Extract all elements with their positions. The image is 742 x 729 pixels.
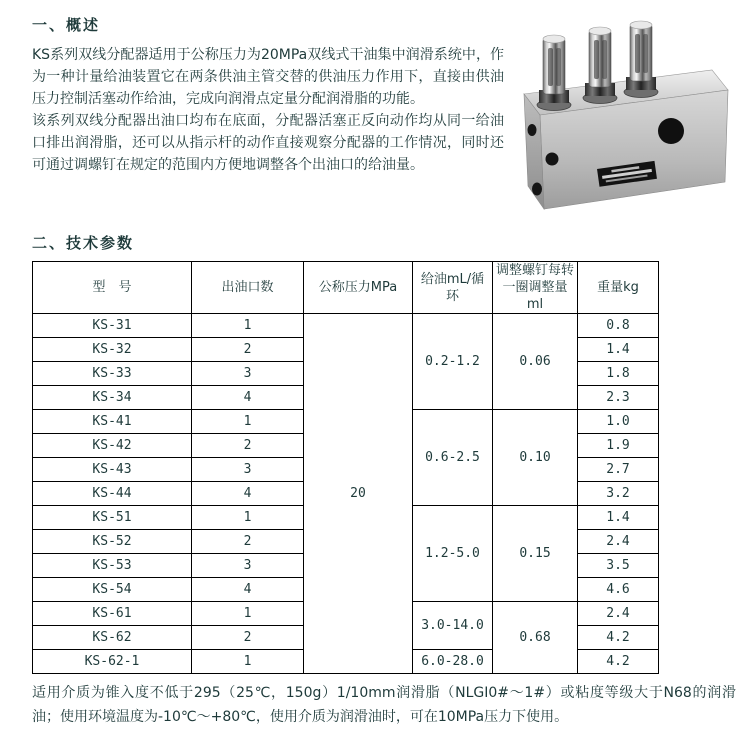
- outlets-cell: 4: [192, 482, 304, 506]
- indicator-pin-icon: [624, 21, 658, 98]
- overview-paragraph-1: KS系列双线分配器适用于公称压力为20MPa双线式干油集中润滑系统中，作为一种计量给油装置它在两条供油主管交替的供油压力作用下，直接由供油压力控制活塞动作给油，完成向润滑点定量分配润滑脂的功能。: [32, 47, 504, 107]
- overview-text-column: [32, 14, 504, 176]
- weight-cell: 2.7: [578, 458, 659, 482]
- model-cell: KS-43: [33, 458, 192, 482]
- weight-cell: 1.0: [578, 410, 659, 434]
- col-header-weight: 重量kg: [578, 262, 659, 314]
- col-header-oil-per-cycle: 给油mL/循环: [413, 262, 493, 314]
- oil-per-cycle-cell: 6.0-28.0: [413, 650, 493, 674]
- model-cell: KS-51: [33, 506, 192, 530]
- specs-table: [32, 261, 659, 674]
- overview-paragraph-2: 该系列双线分配器出油口均布在底面，分配器活塞正反向动作均从同一给油口排出润滑脂，还可以从指示杆的动作直接观察分配器的工作情况，同时还可通过调螺钉在规定的范围内方便地调整各个出油口的给油量。: [32, 113, 504, 173]
- indicator-pin-icon: [583, 27, 617, 104]
- model-cell: KS-33: [33, 362, 192, 386]
- weight-cell: 4.2: [578, 626, 659, 650]
- oil-per-cycle-cell: 0.2-1.2: [413, 314, 493, 410]
- outlets-cell: 1: [192, 410, 304, 434]
- indicator-pin-icon: [537, 35, 571, 111]
- outlets-cell: 3: [192, 362, 304, 386]
- applicable-medium-note: 适用介质为锥入度不低于295（25℃，150g）1/10mm润滑脂（NLGI0#～1#）或粘度等级大于N68的润滑油；使用环境温度为-10℃～+80℃，使用介质为润滑油时，可在10MPa压力下使用。: [32, 685, 736, 725]
- model-cell: KS-53: [33, 554, 192, 578]
- weight-cell: 1.4: [578, 338, 659, 362]
- outlets-cell: 4: [192, 386, 304, 410]
- model-cell: KS-42: [33, 434, 192, 458]
- specs-title: 二、技术参数: [32, 234, 135, 252]
- weight-cell: 2.3: [578, 386, 659, 410]
- outlets-cell: 3: [192, 458, 304, 482]
- col-header-adjust-per-turn: 调整螺钉每转一圈调整量ml: [493, 262, 578, 314]
- model-cell: KS-52: [33, 530, 192, 554]
- model-cell: KS-32: [33, 338, 192, 362]
- weight-cell: 3.2: [578, 482, 659, 506]
- outlets-cell: 2: [192, 626, 304, 650]
- outlets-cell: 3: [192, 554, 304, 578]
- col-header-model: 型 号: [33, 262, 192, 314]
- oil-per-cycle-cell: 3.0-14.0: [413, 602, 493, 650]
- outlets-cell: 2: [192, 338, 304, 362]
- outlets-cell: 1: [192, 506, 304, 530]
- weight-cell: 0.8: [578, 314, 659, 338]
- outlets-cell: 2: [192, 530, 304, 554]
- weight-cell: 1.4: [578, 506, 659, 530]
- outlets-cell: 4: [192, 578, 304, 602]
- adjust-per-turn-cell: 0.15: [493, 506, 578, 602]
- weight-cell: 4.6: [578, 578, 659, 602]
- outlets-cell: 2: [192, 434, 304, 458]
- outlets-cell: 1: [192, 650, 304, 674]
- weight-cell: 3.5: [578, 554, 659, 578]
- spec-header-row: [33, 262, 659, 314]
- col-header-outlets: 出油口数: [192, 262, 304, 314]
- overview-title: 一、概述: [32, 16, 101, 34]
- model-cell: KS-34: [33, 386, 192, 410]
- oil-per-cycle-cell: 1.2-5.0: [413, 506, 493, 602]
- model-cell: KS-31: [33, 314, 192, 338]
- weight-cell: 2.4: [578, 530, 659, 554]
- product-photo: [504, 8, 742, 210]
- adjust-per-turn-cell: 0.10: [493, 410, 578, 506]
- col-header-pressure: 公称压力MPa: [304, 262, 413, 314]
- model-cell: KS-62: [33, 626, 192, 650]
- weight-cell: 2.4: [578, 602, 659, 626]
- outlets-cell: 1: [192, 314, 304, 338]
- weight-cell: 4.2: [578, 650, 659, 674]
- weight-cell: 1.9: [578, 434, 659, 458]
- model-cell: KS-41: [33, 410, 192, 434]
- adjust-per-turn-cell: 0.68: [493, 602, 578, 674]
- model-cell: KS-44: [33, 482, 192, 506]
- outlets-cell: 1: [192, 602, 304, 626]
- model-cell: KS-54: [33, 578, 192, 602]
- model-cell: KS-62-1: [33, 650, 192, 674]
- model-cell: KS-61: [33, 602, 192, 626]
- adjust-per-turn-cell: 0.06: [493, 314, 578, 410]
- overview-section: [32, 14, 742, 214]
- weight-cell: 1.8: [578, 362, 659, 386]
- oil-per-cycle-cell: 0.6-2.5: [413, 410, 493, 506]
- spec-row: [33, 314, 659, 338]
- pressure-cell: 20: [304, 314, 413, 674]
